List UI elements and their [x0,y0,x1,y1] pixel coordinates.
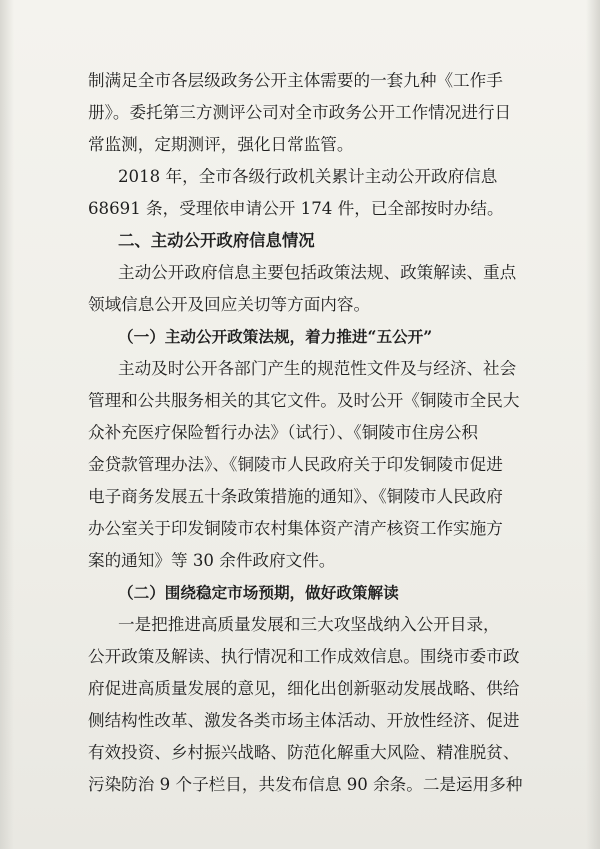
subsection-heading: （一）主动公开政策法规，着力推进“五公开” [118,327,433,346]
body-text-line: 污染防治 9 个子栏目，共发布信息 90 余条。二是运用多种 [88,775,523,794]
body-text-line: 管理和公共服务相关的其它文件。及时公开《铜陵市全民大 [88,391,520,410]
section-heading: 二、主动公开政府信息情况 [118,231,315,250]
body-text-line: 68691 条，受理依申请公开 174 件，已全部按时办结。 [88,199,504,218]
body-text-line: 一是把推进高质量发展和三大攻坚战纳入公开目录， [118,615,500,634]
body-text-line: 办公室关于印发铜陵市农村集体资产清产核资工作实施方 [88,519,503,538]
page-right-edge-shadow [586,0,600,849]
page-left-edge-shadow [0,0,14,849]
body-text-line: 公开政策及解读、执行情况和工作成效信息。围绕市委市政 [88,647,520,666]
body-text-line: 金贷款管理办法》、《铜陵市人民政府关于印发铜陵市促进 [88,455,503,474]
body-text-line: 制满足全市各层级政务公开主体需要的一套九种《工作手 [88,71,503,90]
body-text-line: 有效投资、乡村振兴战略、防范化解重大风险、精准脱贫、 [88,743,520,762]
body-text-line: 册》。委托第三方测评公司对全市政务公开工作情况进行日 [88,103,512,122]
body-text-line: 众补充医疗保险暂行办法》（试行）、《铜陵市住房公积 [88,423,478,442]
body-text-line: 领域信息公开及回应关切等方面内容。 [88,295,371,314]
body-text-line: 主动及时公开各部门产生的规范性文件及与经济、社会 [118,359,517,378]
body-text-line: 电子商务发展五十条政策措施的通知》、《铜陵市人民政府 [88,487,503,506]
body-text-line: 侧结构性改革、激发各类市场主体活动、开放性经济、促进 [88,711,520,730]
body-text-line: 常监测，定期测评，强化日常监管。 [88,135,354,154]
body-text-line: 主动公开政府信息主要包括政策法规、政策解读、重点 [118,263,517,282]
body-text-line: 2018 年，全市各级行政机关累计主动公开政府信息 [118,167,498,186]
subsection-heading: （二）围绕稳定市场预期，做好政策解读 [118,583,399,602]
body-text-line: 府促进高质量发展的意见，细化出创新驱动发展战略、供给 [88,679,520,698]
body-text-line: 案的通知》等 30 余件政府文件。 [88,551,336,570]
